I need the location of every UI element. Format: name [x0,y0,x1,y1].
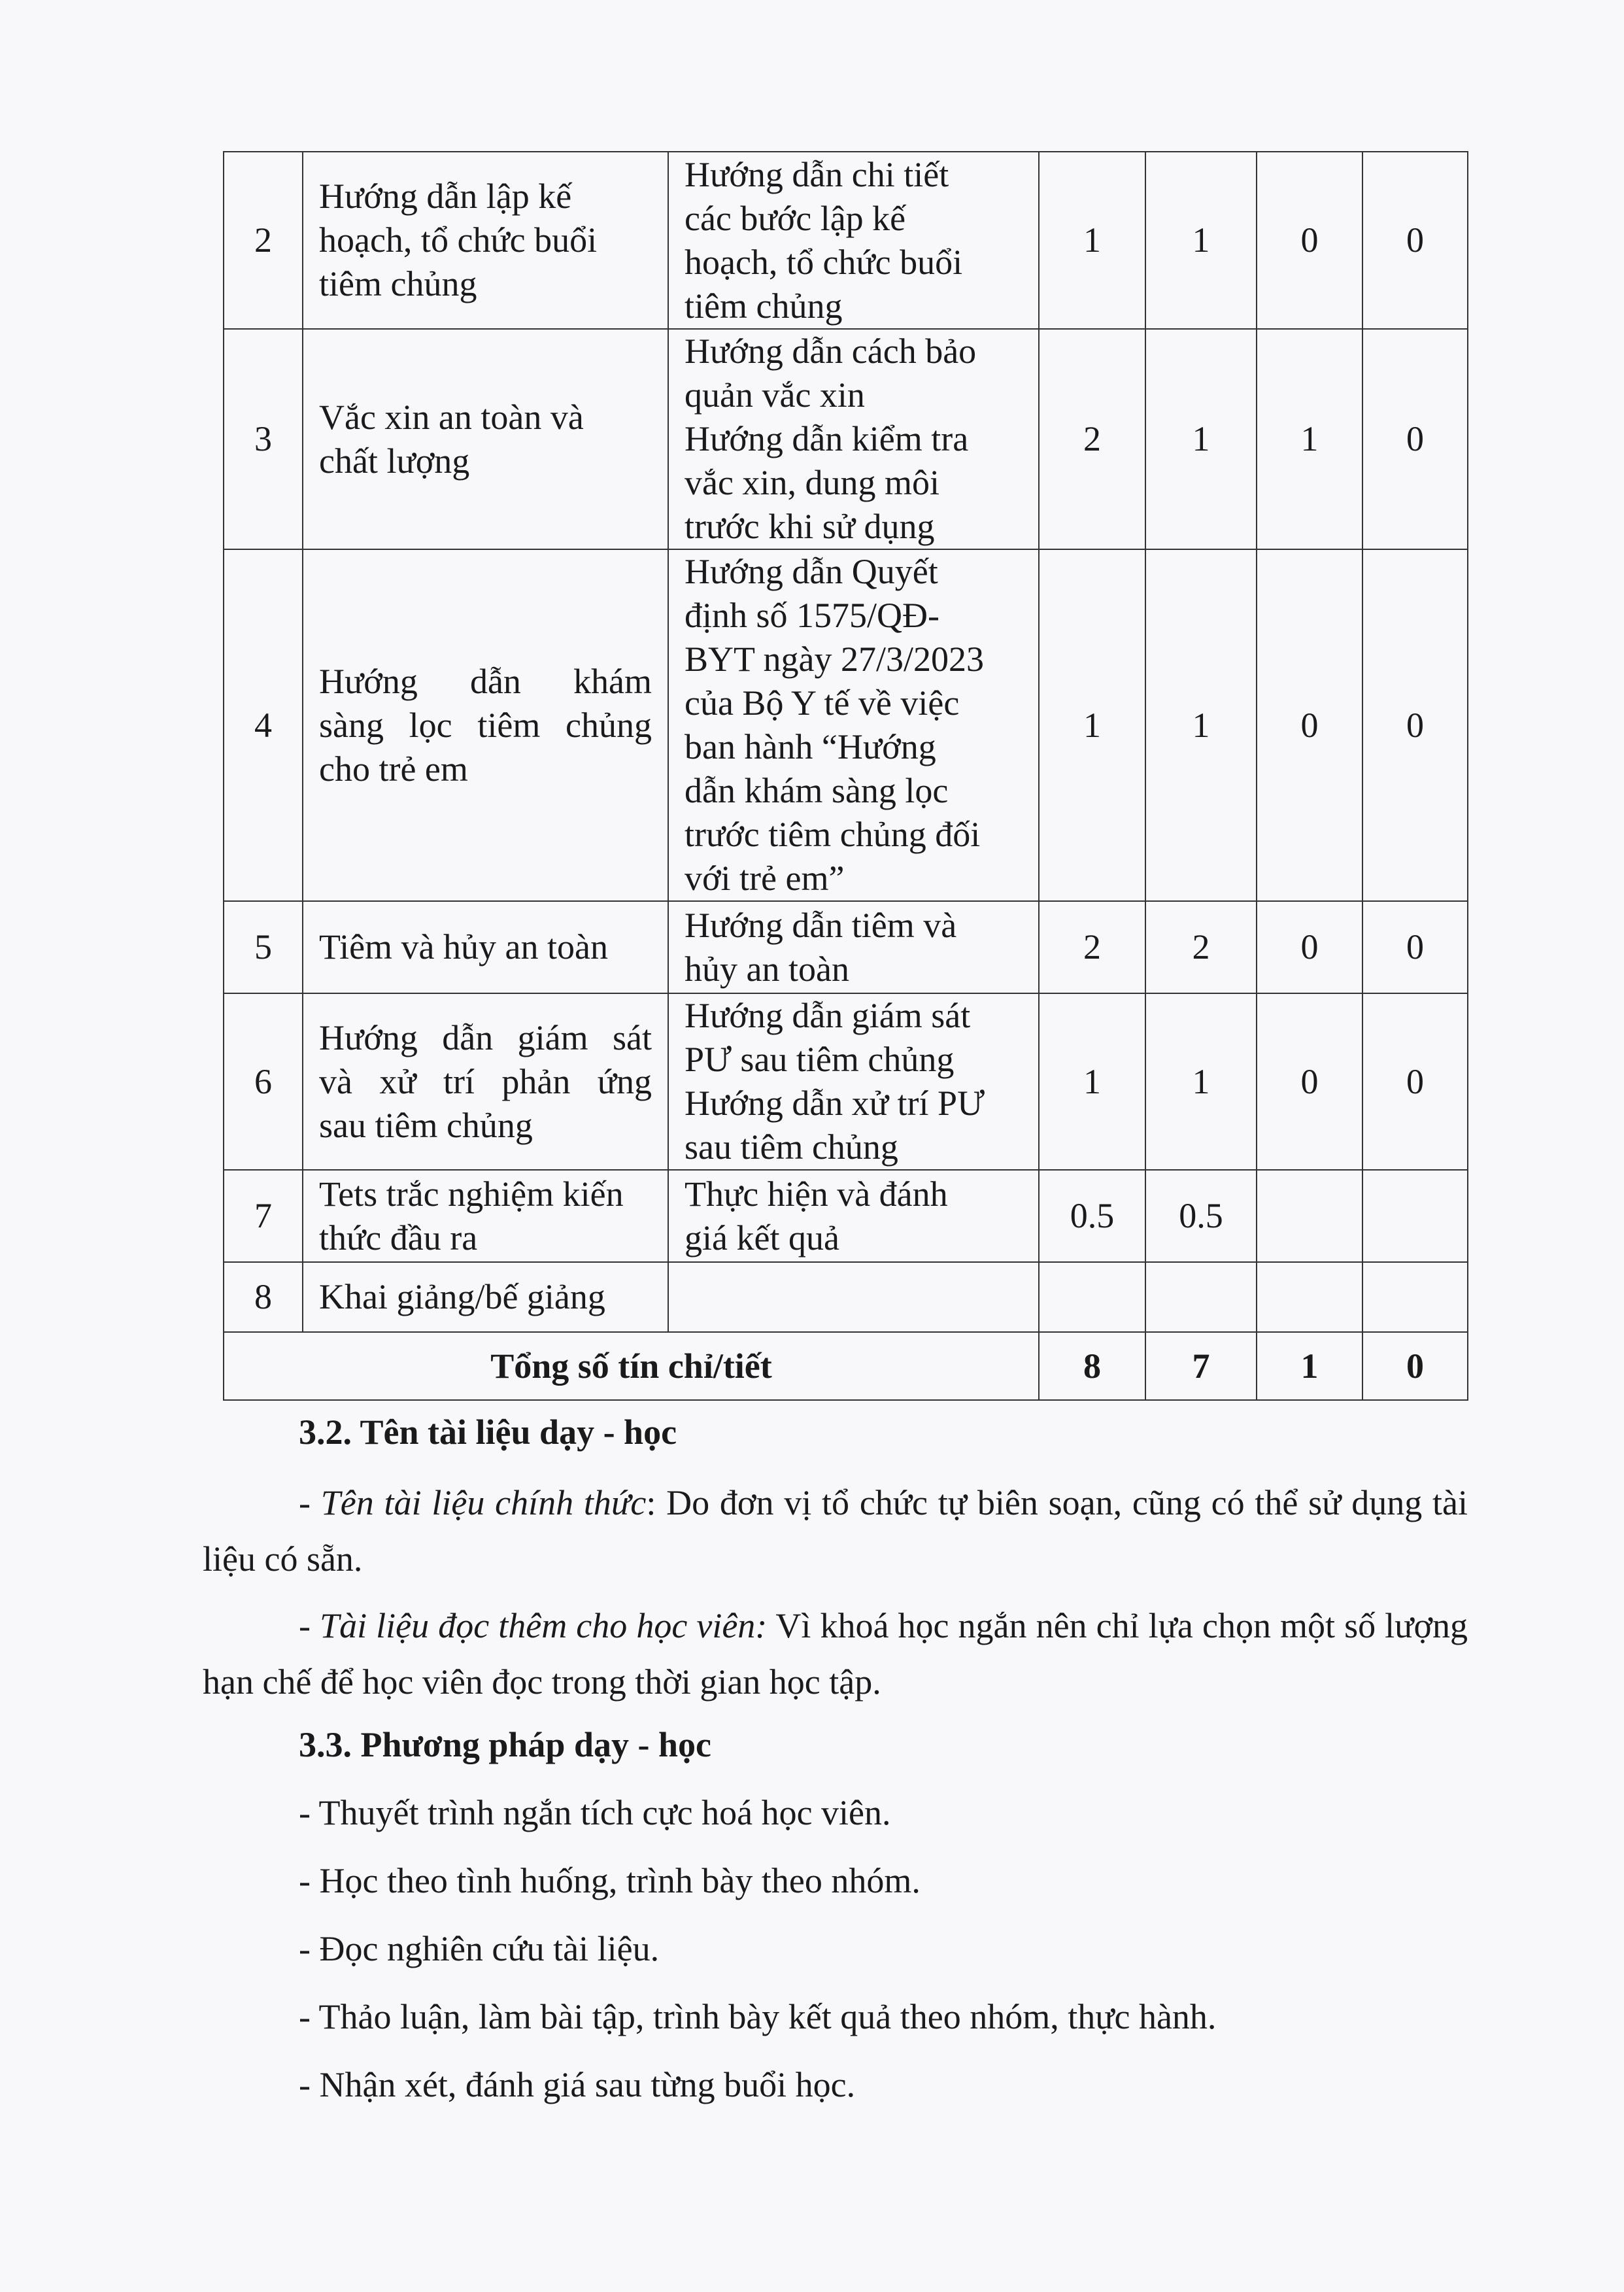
topic-cell [303,993,668,1170]
topic-line: sau tiêm chủng [319,1105,533,1145]
content-line: vắc xin, dung môi [685,463,939,502]
content-line: các bước lập kế [685,198,906,238]
value-cell [1145,1262,1257,1332]
value-cell: 1 [1039,549,1145,901]
topic-cell [303,1170,668,1262]
topic-line: Vắc xin an toàn và [319,397,584,437]
value-cell: 0 [1362,329,1468,549]
row-number: 2 [224,152,303,329]
table-row [224,901,1468,993]
content-cell [668,993,1039,1170]
value-cell: 0 [1362,901,1468,993]
content-line: định số 1575/QĐ- [685,596,939,635]
value-cell: 0 [1362,549,1468,901]
topic-cell [303,1262,668,1332]
value-cell: 0 [1362,152,1468,329]
row-number: 8 [224,1262,303,1332]
content-cell [668,152,1039,329]
section-heading-3-3: 3.3. Phương pháp dạy - học [299,1725,711,1764]
content-line: của Bộ Y tế về việc [685,683,960,723]
content-cell [668,329,1039,549]
content-cell [668,901,1039,993]
content-line: Hướng dẫn giám sát [685,996,971,1035]
value-cell: 1 [1145,329,1257,549]
total-value: 7 [1145,1332,1257,1400]
topic-line: Khai giảng/bế giảng [319,1277,605,1316]
content-line: dẫn khám sàng lọc [685,771,949,810]
value-cell: 1 [1145,549,1257,901]
content-line: sau tiêm chủng [685,1127,898,1167]
value-cell: 1 [1145,993,1257,1170]
content-line: trước khi sử dụng [685,507,935,546]
table-row [224,993,1468,1170]
value-cell: 0.5 [1145,1170,1257,1262]
content-line: Hướng dẫn cách bảo [685,332,977,371]
value-cell: 2 [1039,329,1145,549]
row-number: 4 [224,549,303,901]
table-row [224,1262,1468,1332]
topic-cell [303,152,668,329]
value-cell [1039,1262,1145,1332]
table-row [224,329,1468,549]
topic-cell [303,549,668,901]
content-line: quản vắc xin [685,375,865,415]
content-line: PƯ sau tiêm chủng [685,1040,955,1079]
method-item: - Đọc nghiên cứu tài liệu. [299,1929,660,1968]
topic-line: hoạch, tổ chức buổi [319,220,598,260]
table-row [224,152,1468,329]
value-cell [1362,1262,1468,1332]
content-line: Hướng dẫn chi tiết [685,154,949,194]
content-line: giá kết quả [685,1218,839,1257]
value-cell: 0 [1257,993,1362,1170]
value-cell [1257,1262,1362,1332]
content-line: Hướng dẫn xử trí PƯ [685,1084,985,1123]
method-item: - Nhận xét, đánh giá sau từng buổi học. [299,2065,856,2104]
topic-line: Hướng dẫn giám sát [319,1018,652,1057]
topic-line: tiêm chủng [319,264,477,303]
topic-line: chất lượng [319,441,470,481]
content-cell [668,1262,1039,1332]
value-cell: 2 [1039,901,1145,993]
topic-line: Tiêm và hủy an toàn [319,927,608,966]
table-row [224,1170,1468,1262]
content-line: BYT ngày 27/3/2023 [685,640,984,679]
content-line: Hướng dẫn kiểm tra [685,419,969,458]
value-cell: 0 [1257,549,1362,901]
extra-reading-text: Vì khoá học ngắn nên chỉ lựa chọn một số lượng hạn chế để học viên đọc trong thời gian học tập. [203,1606,1468,1702]
topic-line: Hướng dẫn lập kế [319,177,572,216]
table-row [224,549,1468,901]
content-line: với trẻ em” [685,859,845,898]
topic-line: Tets trắc nghiệm kiến [319,1174,624,1214]
content-cell [668,549,1039,901]
row-number: 7 [224,1170,303,1262]
official-material-text: : Do đơn vị tổ chức tự biên soạn, cũng có thể sử dụng tài liệu có sẵn. [203,1483,1468,1579]
value-cell: 0.5 [1039,1170,1145,1262]
value-cell: 1 [1039,152,1145,329]
topic-line: thức đầu ra [319,1218,478,1257]
row-number: 5 [224,901,303,993]
value-cell [1257,1170,1362,1262]
total-row [224,1332,1468,1400]
value-cell: 0 [1257,152,1362,329]
content-line: tiêm chủng [685,286,843,326]
row-number: 3 [224,329,303,549]
content-line: Hướng dẫn tiêm và [685,905,957,945]
total-value: 1 [1257,1332,1362,1400]
topic-line: Hướng dẫn khám [319,661,652,701]
content-line: trước tiêm chủng đối [685,815,981,854]
total-value: 0 [1362,1332,1468,1400]
value-cell: 0 [1257,901,1362,993]
official-material-label: - Tên tài liệu chính thức [299,1483,647,1522]
topic-line: và xử trí phản ứng [319,1061,652,1101]
value-cell: 1 [1145,152,1257,329]
value-cell [1362,1170,1468,1262]
section-heading-3-2: 3.2. Tên tài liệu dạy - học [299,1412,677,1452]
row-number: 6 [224,993,303,1170]
value-cell: 1 [1039,993,1145,1170]
content-cell [668,1170,1039,1262]
method-item: - Thảo luận, làm bài tập, trình bày kết quả theo nhóm, thực hành. [299,1997,1217,2036]
content-line: Hướng dẫn Quyết [685,552,938,591]
total-label: Tổng số tín chỉ/tiết [224,1332,1039,1400]
content-line: hủy an toàn [685,949,849,989]
topic-cell [303,901,668,993]
value-cell: 0 [1362,993,1468,1170]
content-line: ban hành “Hướng [685,727,936,766]
extra-reading-label: - Tài liệu đọc thêm cho học viên: [299,1606,768,1645]
paragraph-extra-reading [203,1598,1468,1710]
value-cell: 2 [1145,901,1257,993]
content-line: hoạch, tổ chức buổi [685,242,963,282]
paragraph-official-material [203,1475,1468,1587]
curriculum-table [223,151,1468,1401]
method-item: - Học theo tình huống, trình bày theo nhóm. [299,1861,921,1900]
total-value: 8 [1039,1332,1145,1400]
method-item: - Thuyết trình ngắn tích cực hoá học viên. [299,1793,891,1832]
content-line: Thực hiện và đánh [685,1174,948,1214]
value-cell: 1 [1257,329,1362,549]
topic-line: sàng lọc tiêm chủng [319,705,652,745]
topic-line: cho trẻ em [319,749,468,789]
topic-cell [303,329,668,549]
